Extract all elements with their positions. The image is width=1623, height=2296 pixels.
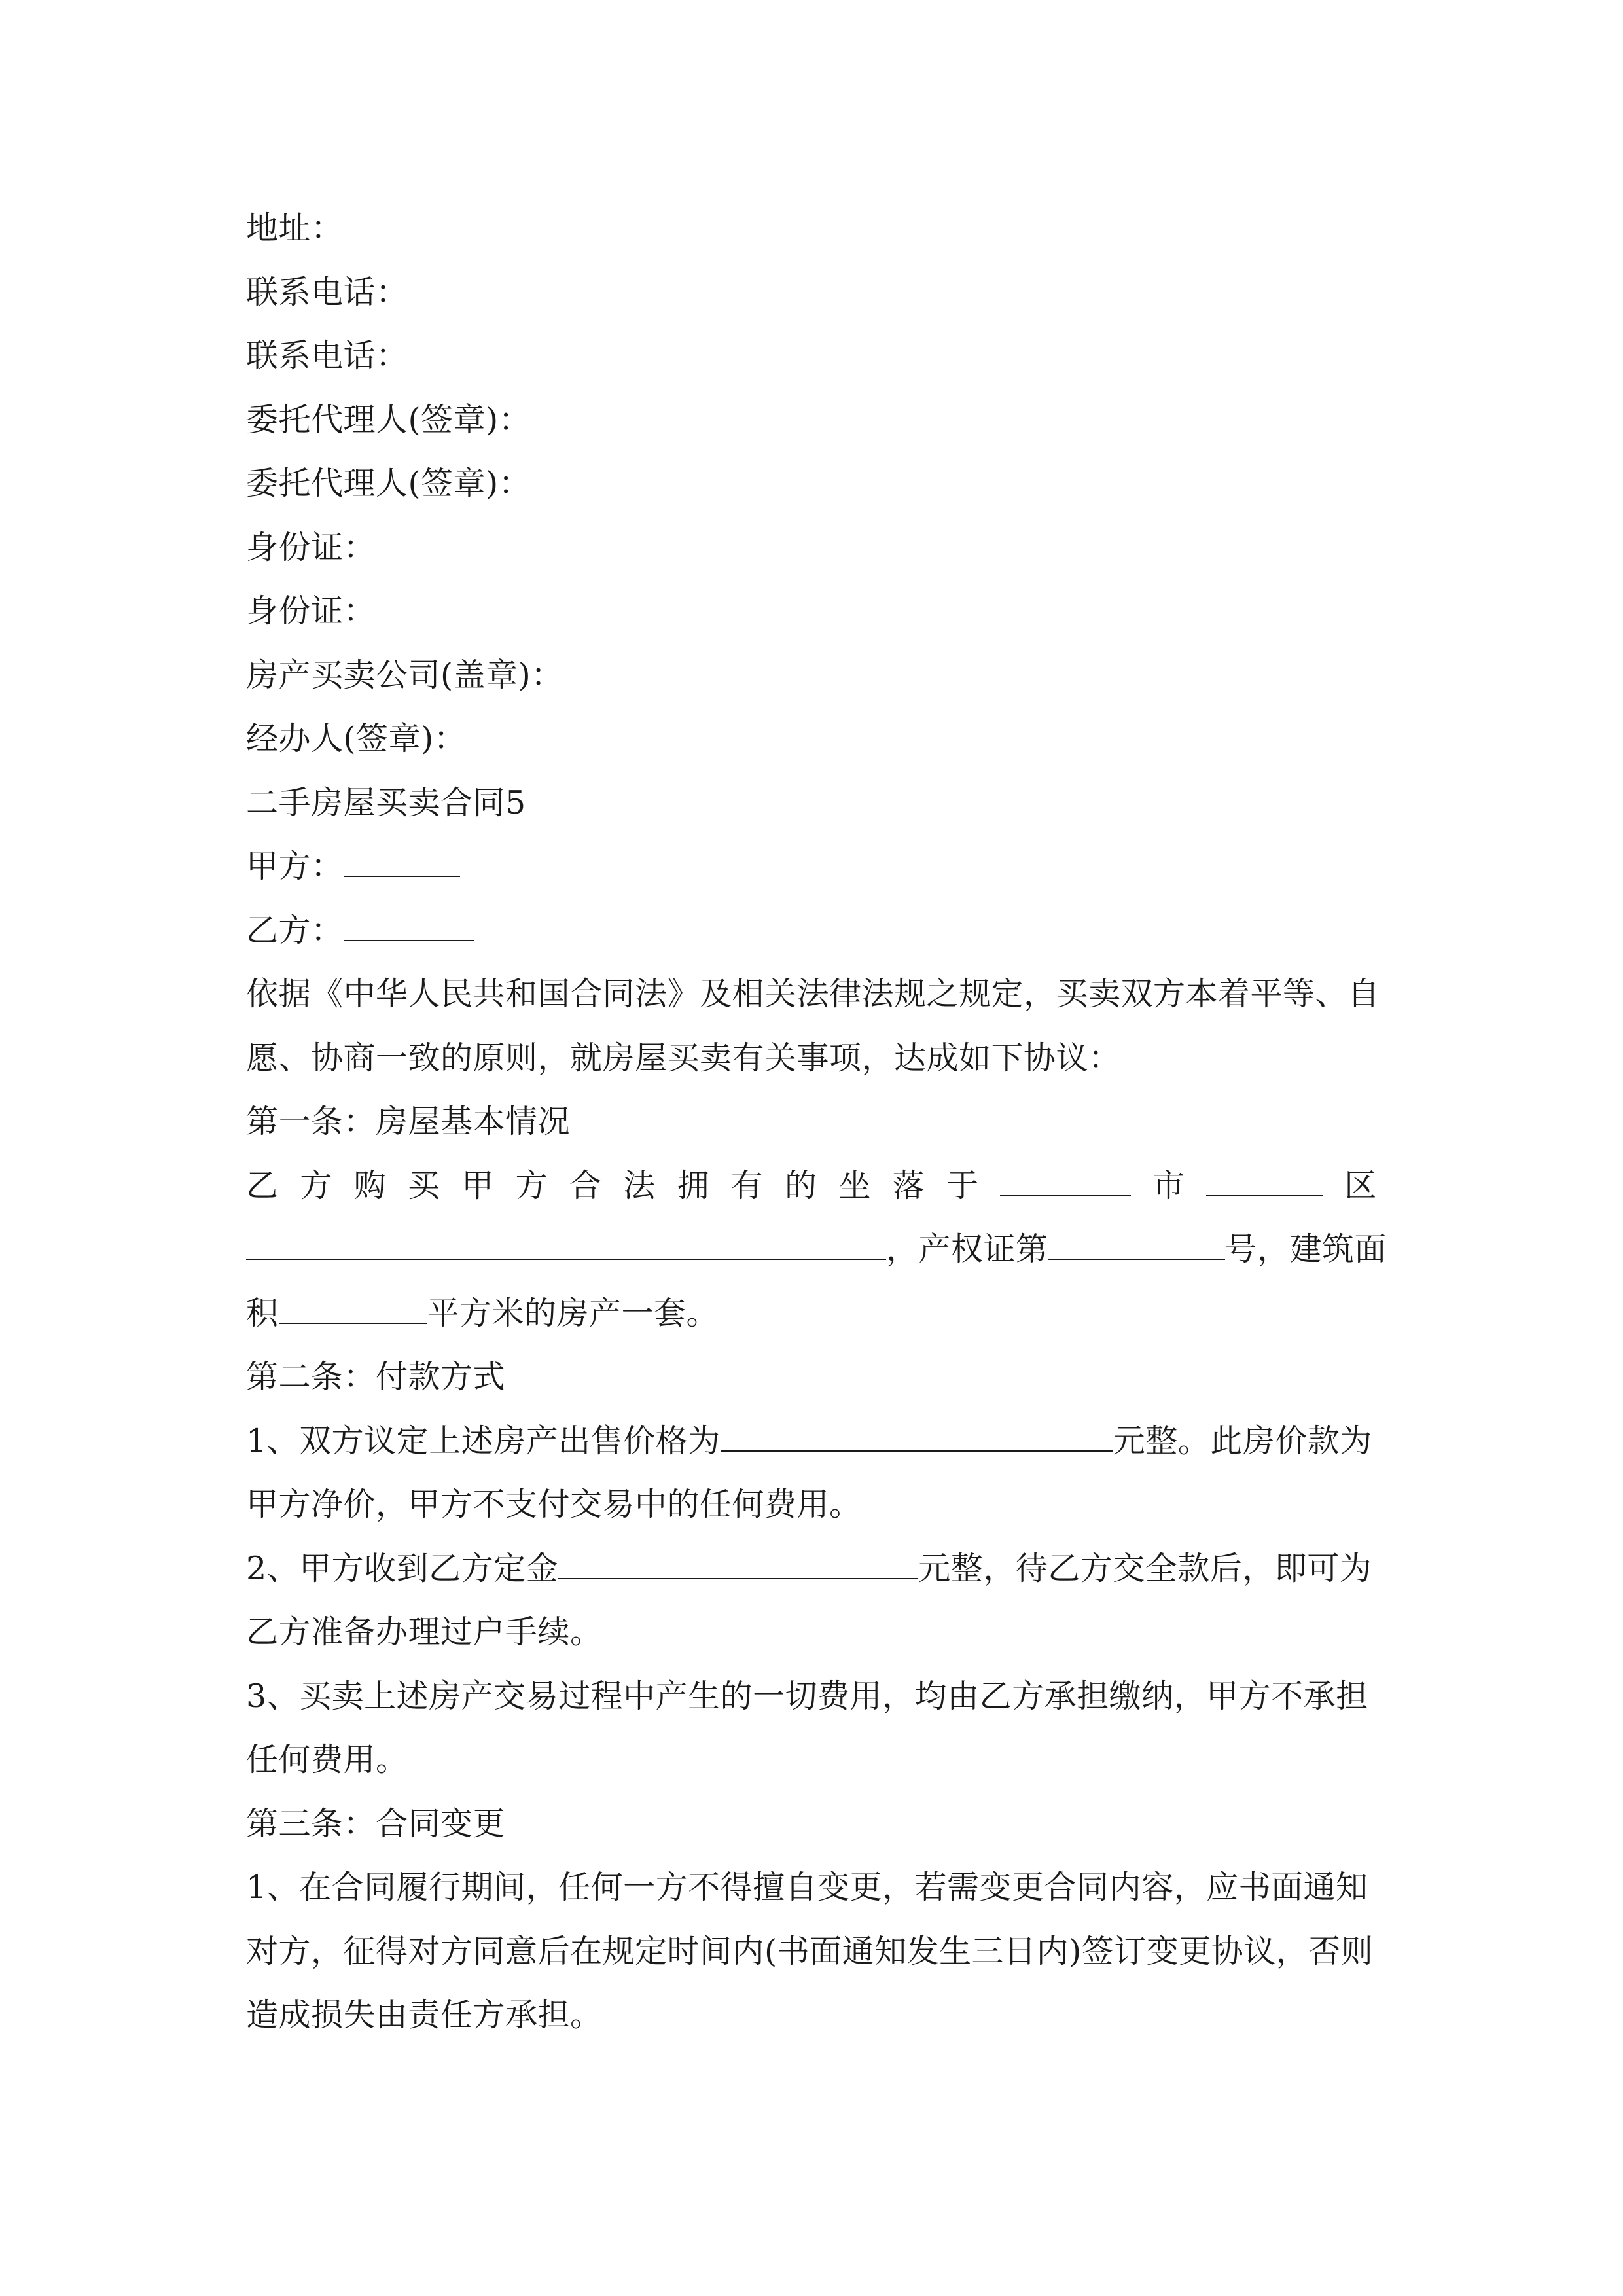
district-blank[interactable]: [1206, 1155, 1323, 1196]
article-1-line-1: [246, 1154, 1377, 1218]
a1-char: 拥: [677, 1166, 710, 1204]
article-2-item-3-line-2: 任何费用。: [246, 1741, 408, 1778]
party-b-line: [246, 899, 1377, 963]
a1-char: 方: [300, 1166, 332, 1204]
article-1-line-2: [246, 1217, 1387, 1282]
article-3-heading: 第三条：合同变更: [246, 1804, 506, 1842]
a1-char: 的: [785, 1166, 817, 1204]
id-label-2: 身份证：: [246, 592, 376, 630]
cert-label: ，产权证第: [886, 1230, 1048, 1268]
id-label-1: 身份证：: [246, 528, 376, 566]
party-b-label: 乙方：: [246, 911, 344, 949]
a1-char: 法: [623, 1166, 656, 1204]
area-label-char: 积: [246, 1294, 279, 1332]
article-1-line-3: [246, 1282, 1377, 1346]
phone-label-2: 联系电话：: [246, 337, 408, 374]
party-a-blank[interactable]: [344, 835, 460, 877]
a1-char: 方: [515, 1166, 548, 1204]
a1-char: 落: [892, 1166, 925, 1204]
price-suffix: 元整。此房价款为: [1113, 1422, 1372, 1460]
area-label-prefix: 号，建筑面: [1224, 1230, 1387, 1268]
handler-label: 经办人(签章)：: [246, 720, 467, 757]
a1-char: 合: [569, 1166, 602, 1204]
price-label: 1、双方议定上述房产出售价格为: [246, 1422, 721, 1460]
a1-char: 买: [407, 1166, 440, 1204]
party-b-blank[interactable]: [344, 899, 474, 941]
area-blank[interactable]: [279, 1282, 427, 1324]
cert-number-blank[interactable]: [1048, 1218, 1225, 1260]
contract-title: 二手房屋买卖合同5: [246, 783, 526, 821]
article-1-heading: 第一条：房屋基本情况: [246, 1103, 571, 1140]
a1-char: 有: [730, 1166, 764, 1204]
preamble-line-1: 依据《中华人民共和国合同法》及相关法律法规之规定，买卖双方本着平等、自: [246, 975, 1380, 1013]
agent-label-1: 委托代理人(签章)：: [246, 401, 531, 439]
deposit-label: 2、甲方收到乙方定金: [246, 1549, 559, 1587]
preamble-line-2: 愿、协商一致的原则，就房屋买卖有关事项，达成如下协议：: [246, 1039, 1121, 1077]
deposit-suffix: 元整，待乙方交全款后，即可为: [918, 1549, 1372, 1587]
company-label: 房产买卖公司(盖章)：: [246, 656, 563, 694]
document-page: [246, 196, 1387, 2047]
article-2-heading: 第二条：付款方式: [246, 1358, 506, 1395]
article-2-item-1-line-2: 甲方净价，甲方不支付交易中的任何费用。: [246, 1486, 862, 1523]
address-label: 地址：: [246, 209, 344, 247]
location-blank[interactable]: [246, 1218, 886, 1260]
phone-label-1: 联系电话：: [246, 273, 408, 311]
city-blank[interactable]: [1000, 1155, 1131, 1196]
a1-char: 购: [353, 1166, 387, 1204]
district-label: 区: [1344, 1166, 1377, 1204]
article-2-item-1-line-1: [246, 1409, 1377, 1473]
article-2-item-2-line-1: [246, 1537, 1377, 1601]
a1-char: 坐: [838, 1166, 871, 1204]
article-2-item-3-line-1: 3、买卖上述房产交易过程中产生的一切费用，均由乙方承担缴纳，甲方不承担: [246, 1677, 1368, 1715]
article-2-item-2-line-2: 乙方准备办理过户手续。: [246, 1613, 603, 1651]
deposit-blank[interactable]: [558, 1537, 918, 1579]
a1-char: 乙: [246, 1166, 279, 1204]
price-blank[interactable]: [721, 1410, 1113, 1452]
article-3-item-1-line-3: 造成损失由责任方承担。: [246, 1996, 603, 2034]
a1-char: 甲: [461, 1166, 494, 1204]
city-label: 市: [1152, 1166, 1185, 1204]
party-a-line: [246, 834, 1377, 899]
party-a-label: 甲方：: [246, 848, 344, 885]
article-3-item-1-line-1: 1、在合同履行期间，任何一方不得擅自变更，若需变更合同内容，应书面通知: [246, 1869, 1368, 1906]
agent-label-2: 委托代理人(签章)：: [246, 465, 531, 502]
area-suffix: 平方米的房产一套。: [427, 1294, 719, 1332]
article-3-item-1-line-2: 对方，征得对方同意后在规定时间内(书面通知发生三日内)签订变更协议，否则: [246, 1932, 1374, 1970]
a1-char: 于: [946, 1166, 979, 1204]
